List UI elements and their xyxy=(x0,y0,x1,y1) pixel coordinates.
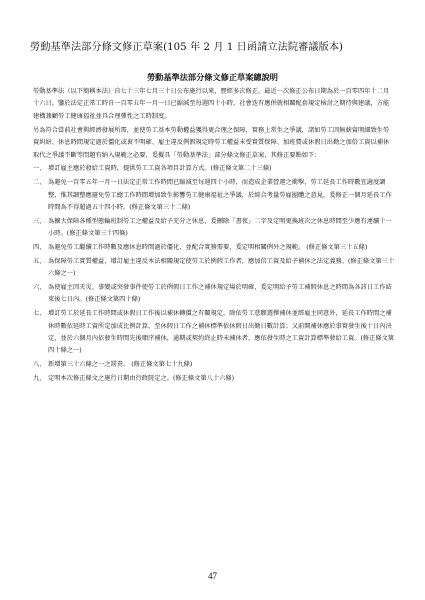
list-item-text: 定明本次修正條文之施行日期由行政院定之。(修正條文第八十六條) xyxy=(48,374,235,382)
list-item-number: 七、 xyxy=(33,310,46,318)
document-title: 勞動基準法部分條文修正草案(105 年 2 月 1 日函請立法院審議版本) xyxy=(30,42,344,53)
section-heading: 勞動基準法部分條文修正草案總說明 xyxy=(146,72,278,82)
list-item-text: 為保障勞工實質權益，增訂雇主違反本法相關規定使勞工於例假工作者，應加倍工資及給予補休之法定義務。(修正條文第三十六條之一) xyxy=(48,257,395,278)
list-item-number: 三、 xyxy=(33,217,46,225)
list-item xyxy=(33,373,395,385)
page-number: 47 xyxy=(208,571,217,581)
intro-paragraph-2: 另為符合當前社會與經濟發展所需，並使勞工基本勞動權益獲得更合理之保障，實務上常生之爭議，諸如勞工因無薪資明細致生勞資糾紛、休息時間規定過於僵化或裏不明確、雇主違反例假規定時勞工權益未受實質保障、加班費或休假日出勤之加倍工資以補休取代之爭議不斷等問題有納入規範之必要，爰擬具「勞動基準法」部分條文修正草案，其修正要點如下： xyxy=(33,126,390,159)
amendment-points-list xyxy=(33,163,395,385)
list-item-number: 九、 xyxy=(33,374,46,382)
list-item-text: 增訂雇主應於發給工資時，提供勞工工資各項目計算方式。(修正條文第二十三條) xyxy=(48,165,272,173)
list-item-number: 八、 xyxy=(33,361,46,369)
list-item-number: 六、 xyxy=(33,283,46,291)
list-item xyxy=(33,216,395,241)
list-item xyxy=(33,242,395,254)
list-item-number: 一、 xyxy=(33,165,46,173)
list-item xyxy=(33,359,395,371)
list-item-text: 為避免一百零五年一月一日法定正常工作時間已縮減至每週四十小時，而造成企業營運之衝擊，勞工延長工作時數宜適度調整，惟其調整應避免勞工總工作時間增加致生影響勞工健康福祉之爭議，於綜合考量勞雇團體之意見，爰修正一個月延長工作時間為不得超過五十四小時。(修正條文第三十二條) xyxy=(48,179,392,211)
list-item-number: 四、 xyxy=(33,243,46,251)
list-item xyxy=(33,177,395,214)
list-item xyxy=(33,256,395,281)
list-item xyxy=(33,163,395,175)
list-item xyxy=(33,308,395,358)
list-item-text: 增訂勞工於延長工作時間或休假日工作後以補休轉償之有關規定，除依勞工意願選擇補休並經雇主同意外，延長工作時間之補休時數依延時工資所定加成比例計算，至休假日工作之補休標準依休假日出勤日數計算；又前開補休應於事實發生後十日內決定，並於六個月內依發生時間先後順序補休，逾期或契約終止時未補休者，應依發生時之工資計算標準發給工資。(修正條文第四十條之一) xyxy=(48,310,395,355)
list-item-number: 五、 xyxy=(33,257,46,265)
list-item-number: 二、 xyxy=(33,179,46,187)
list-item xyxy=(33,282,395,307)
list-item-text: 為避免勞工繼續工作時數及應休息時間過於僵化，並配合實務需要，爰定明相關例外之規範。 (修正條文第三十五條) xyxy=(48,243,368,251)
document-body xyxy=(33,86,395,385)
intro-paragraph-1: 勞動基準法（以下簡稱本法）自七十三年七月三十日公布施行以來，歷經多次修正，最近一次修正公布日期為於一百零四年十二月十六日。鑒於法定正常工時自一百零五年一月一日已縮減至每週四十小時，社會迭有應併就相關配套規定檢討之期待與建議，方能建構兼顧勞工健康福祉並具合理彈性之工時制度。 xyxy=(33,88,390,120)
list-item-text: 為使雇主因天災、事變或突發事件使勞工於例假日工作之補休規定場於明確，爰定明給予勞工補假休息之時間為各該日工作結束後七日內。(修正條文第四十條) xyxy=(48,283,392,304)
list-item-text: 為擴大保障各種型態輪班制勞工之權益及給予充分之休息，爰刪除「書夜」二字及定明更換班次之休息時間至少應有連續十一小時。(修正條文第三十四條) xyxy=(48,217,392,238)
list-item-text: 新增第三十六條之一之罰責。 (修正條文第七十九條) xyxy=(48,361,193,369)
